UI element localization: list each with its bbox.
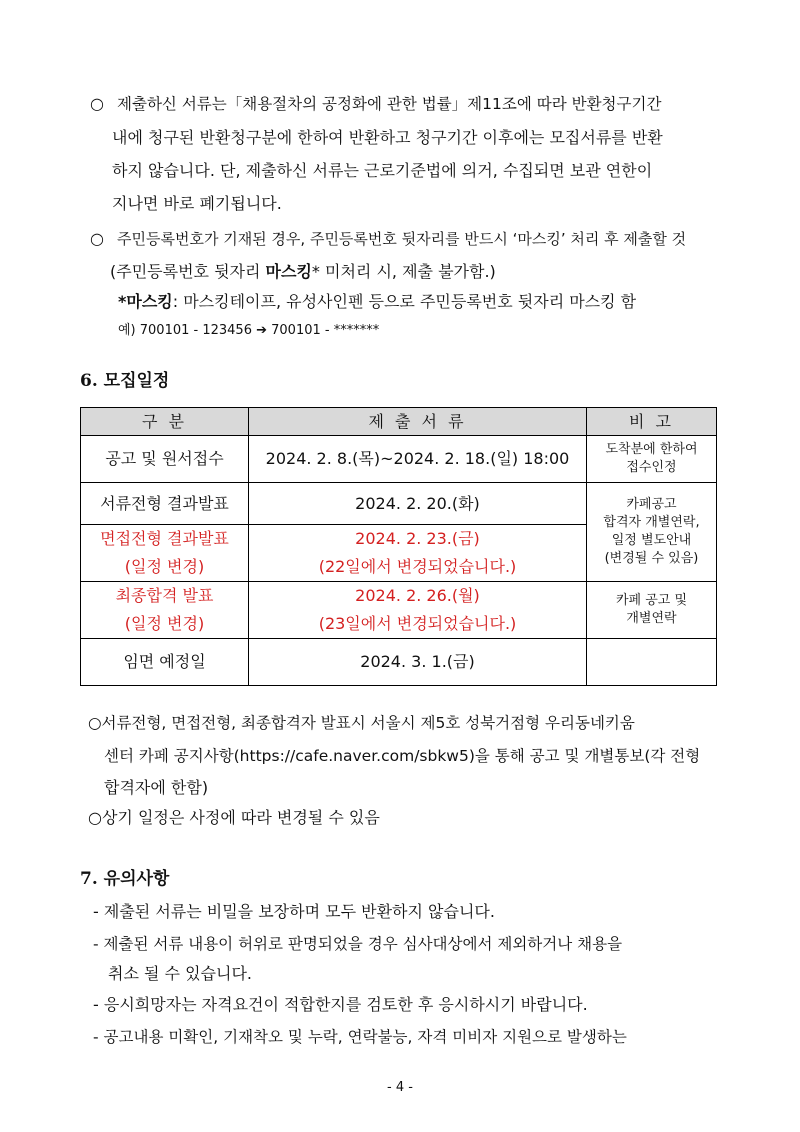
precaution-line: - 제출된 서류는 비밀을 보장하며 모두 반환하지 않습니다.: [93, 902, 495, 921]
row-date: 2024. 3. 1.(금): [249, 639, 587, 686]
masking-text: * 미처리 시, 제출 불가함.): [311, 262, 496, 281]
note-line: 합격자 개별연락,: [603, 515, 700, 530]
row-note: [587, 483, 717, 582]
note-line: 카페공고: [626, 497, 677, 512]
schedule-note-line: 합격자에 한함): [104, 778, 209, 797]
precaution-line: - 공고내용 미확인, 기재착오 및 누락, 연락불능, 자격 미비자 지원으로 발생하는: [93, 1028, 627, 1046]
row-label: 서류전형 결과발표: [81, 483, 249, 525]
label-line: (일정 변경): [124, 557, 205, 576]
row-date: [249, 525, 587, 582]
row-note: [587, 436, 717, 483]
date-line: (22일에서 변경되었습니다.): [318, 557, 517, 576]
bullet: ○: [90, 229, 104, 248]
row-label: [81, 582, 249, 639]
label-line: 면접전형 결과발표: [100, 529, 229, 548]
note-line: 일정 별도안내: [611, 533, 692, 548]
schedule-table: [80, 407, 717, 686]
header-documents: 제 출 서 류: [249, 408, 587, 436]
notice-line: 지나면 바로 폐기됩니다.: [112, 194, 282, 213]
masking-example: 예) 700101 - 123456 ➔ 700101 - *******: [118, 323, 380, 338]
label-line: 최종합격 발표: [115, 586, 214, 605]
note-line: 카페 공고 및: [615, 593, 688, 608]
note-line: (변경될 수 있음): [604, 551, 699, 566]
row-note: [587, 639, 717, 686]
row-label: 임면 예정일: [81, 639, 249, 686]
section-7-title: 7. 유의사항: [80, 869, 170, 889]
notice-line: 하지 않습니다. 단, 제출하신 서류는 근로기준법에 의거, 수집되면 보관 연한이: [112, 161, 653, 180]
row-date: 2024. 2. 20.(화): [249, 483, 587, 525]
masking-definition: [118, 292, 636, 312]
row-date: [249, 582, 587, 639]
label-line: (일정 변경): [124, 614, 205, 633]
section-6-title: 6. 모집일정: [80, 371, 170, 391]
schedule-note-line: ○서류전형, 면접전형, 최종합격자 발표시 서울시 제5호 성북거점형 우리동네키움: [88, 714, 635, 732]
note-line: 접수인정: [626, 460, 677, 475]
notice-line: 내에 청구된 반환청구분에 한하여 반환하고 청구기간 이후에는 모집서류를 반환: [112, 128, 663, 147]
notice-line: 제출하신 서류는「채용절차의 공정화에 관한 법률」제11조에 따라 반환청구기간: [117, 95, 662, 113]
schedule-note-line: 센터 카페 공지사항(https://cafe.naver.com/sbkw5)을 통해 공고 및 개별통보(각 전형: [104, 747, 701, 765]
table-header-row: [81, 408, 717, 436]
row-label: 공고 및 원서접수: [81, 436, 249, 483]
masking-def-text: : 마스킹테이프, 유성사인펜 등으로 주민등록번호 뒷자리 마스킹 함: [172, 292, 637, 311]
bullet: ○: [90, 94, 104, 113]
row-label: [81, 525, 249, 582]
date-line: (23일에서 변경되었습니다.): [318, 614, 517, 633]
page-number: - 4 -: [387, 1080, 413, 1095]
table-row: [81, 436, 717, 483]
row-note: [587, 582, 717, 639]
precaution-line: 취소 될 수 있습니다.: [108, 964, 252, 983]
masking-line: 주민등록번호가 기재된 경우, 주민등록번호 뒷자리를 반드시 ‘마스킹’ 처리 후 제출할 것: [117, 230, 687, 248]
date-line: 2024. 2. 23.(금): [355, 529, 480, 548]
header-category: 구 분: [81, 408, 249, 436]
date-line: 2024. 2. 26.(월): [355, 586, 480, 605]
precaution-line: - 제출된 서류 내용이 허위로 판명되었을 경우 심사대상에서 제외하거나 채용을: [93, 935, 623, 953]
table-row: [81, 639, 717, 686]
masking-line-2: [110, 262, 496, 282]
row-date: 2024. 2. 8.(목)~2024. 2. 18.(일) 18:00: [249, 436, 587, 483]
precaution-line: - 응시희망자는 자격요건이 적합한지를 검토한 후 응시하시기 바랍니다.: [93, 995, 588, 1014]
table-row: [81, 483, 717, 525]
masking-term: 마스킹: [265, 262, 312, 281]
schedule-note-line: ○상기 일정은 사정에 따라 변경될 수 있음: [88, 808, 380, 827]
header-remarks: 비 고: [587, 408, 717, 436]
masking-text: (주민등록번호 뒷자리: [110, 262, 266, 281]
note-line: 개별연락: [626, 611, 677, 626]
note-line: 도착분에 한하여: [605, 442, 698, 457]
table-row: [81, 582, 717, 639]
masking-def-term: *마스킹: [118, 292, 173, 311]
